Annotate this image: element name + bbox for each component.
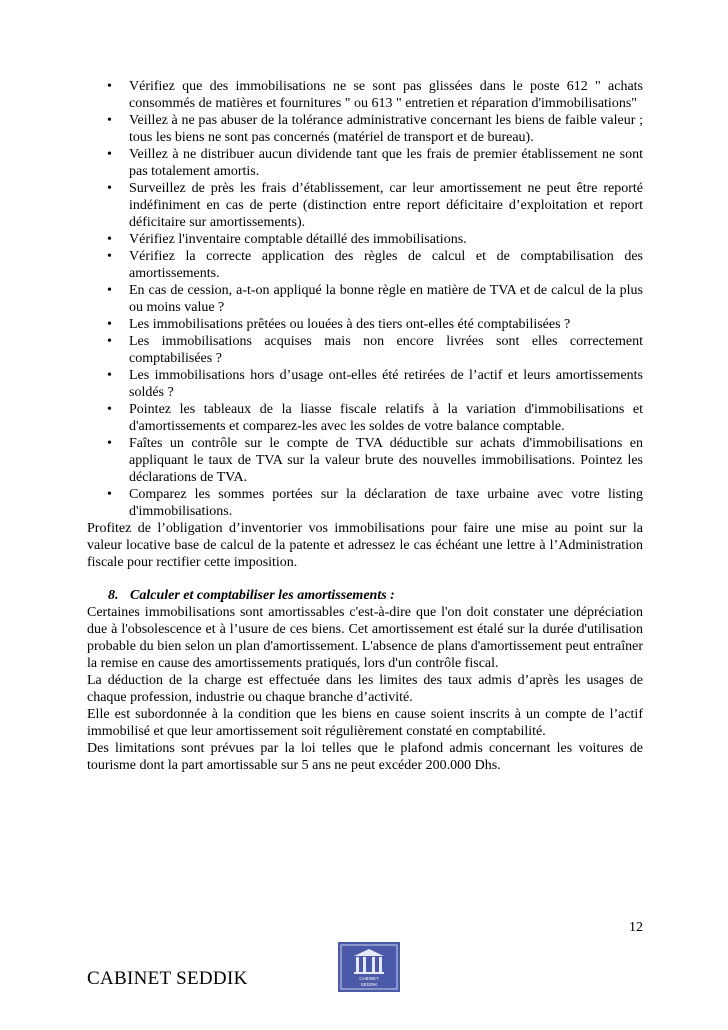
list-item: • Comparez les sommes portées sur la déclaration de taxe urbaine avec votre listing d'immobilisations. <box>129 486 643 520</box>
page-number: 12 <box>629 920 643 935</box>
list-item: • Faîtes un contrôle sur le compte de TVA déductible sur achats d'immobilisations en appliquant le taux de TVA sur la valeur brute des nouvelles immobilisations. Pointez les déclarations de TVA. <box>129 435 643 486</box>
list-item: • Les immobilisations acquises mais non encore livrées sont elles correctement comptabilisées ? <box>129 333 643 367</box>
logo-text-line1: CABINET <box>359 976 379 981</box>
section-title: Calculer et comptabiliser les amortissements : <box>130 588 395 603</box>
list-item: • En cas de cession, a-t-on appliqué la bonne règle en matière de TVA et de calcul de la plus ou moins value ? <box>129 282 643 316</box>
list-item: • Veillez à ne pas abuser de la tolérance administrative concernant les biens de faible valeur ; tous les biens ne sont pas concernés (matériel de transport et de bureau). <box>129 112 643 146</box>
body-paragraph: Certaines immobilisations sont amortissables c'est-à-dire que l'on doit constater une dépréciation due à l'obsolescence et à l’usure de ces biens. Cet amortissement est étalé sur la durée d'utilisation probable du bien selon un plan d'amortissement. L'absence de plans d'amortissement peut entraîner la remise en cause des amortissements pratiqués, lors d'un contrôle fiscal. <box>87 605 643 671</box>
logo-text-line2: SEDDIK <box>360 982 378 987</box>
list-item: • Les immobilisations prêtées ou louées à des tiers ont-elles été comptabilisées ? <box>129 316 643 333</box>
list-item: • Les immobilisations hors d’usage ont-elles été retirées de l’actif et leurs amortissements soldés ? <box>129 367 643 401</box>
list-item: • Vérifiez l'inventaire comptable détaillé des immobilisations. <box>129 231 643 248</box>
body-paragraph: Elle est subordonnée à la condition que les biens en cause soient inscrits à un compte de l’actif immobilisé et que leur amortissement soit régulièrement constaté en comptabilité. <box>87 707 643 739</box>
page-content <box>87 78 643 774</box>
body-paragraph: La déduction de la charge est effectuée dans les limites des taux admis d’après les usages de chaque profession, industrie ou chaque branche d’activité. <box>87 673 643 705</box>
body-paragraph: Des limitations sont prévues par la loi telles que le plafond admis concernant les voitures de tourisme dont la part amortissable sur 5 ans ne peut excéder 200.000 Dhs. <box>87 741 643 773</box>
list-item: • Vérifiez que des immobilisations ne se sont pas glissées dans le poste 612 " achats consommés de matières et fournitures " ou 613 " entretien et réparation d'immobilisations" <box>129 78 643 112</box>
checklist <box>87 78 643 520</box>
footer-company-name: CABINET SEDDIK <box>87 968 248 989</box>
section-heading <box>87 587 643 604</box>
inventory-paragraph: Profitez de l’obligation d’inventorier vos immobilisations pour faire une mise au point sur la valeur locative base de calcul de la patente et adressez le cas échéant une lettre à l’Administration fiscale pour rectifier cette imposition. <box>87 521 643 570</box>
list-item: • Veillez à ne distribuer aucun dividende tant que les frais de premier établissement ne sont pas totalement amortis. <box>129 146 643 180</box>
list-item: • Pointez les tableaux de la liasse fiscale relatifs à la variation d'immobilisations et d'amortissements et comparez-les avec les soldes de votre balance comptable. <box>129 401 643 435</box>
list-item: • Surveillez de près les frais d’établissement, car leur amortissement ne peut être reporté indéfiniment en cas de perte (distinction entre report déficitaire d’exploitation et report déficitaire sur amortissements). <box>129 180 643 231</box>
list-item: • Vérifiez la correcte application des règles de calcul et de comptabilisation des amortissements. <box>129 248 643 282</box>
section-number: 8. <box>108 588 119 603</box>
cabinet-seddik-logo <box>338 942 400 992</box>
